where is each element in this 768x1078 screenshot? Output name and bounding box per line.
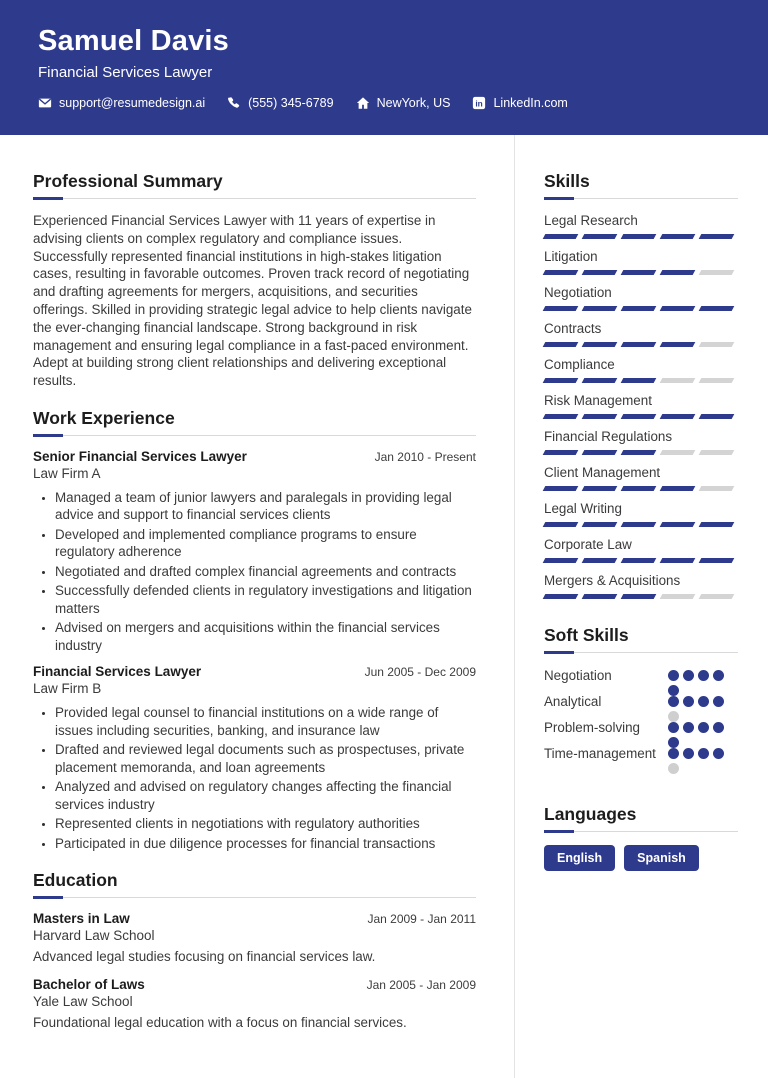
job-bullet: • Participated in due diligence processes for financial transactions	[55, 835, 476, 853]
language-badge-list	[544, 845, 738, 871]
summary-text: Experienced Financial Services Lawyer with 11 years of expertise in advising clients on complex regulatory and compliance issues. Successfully represented financial institutions in high-stakes litigation cases, resulting in favorable outcomes. Proven track record of negotiating and drafting agreements for mergers, acquisitions, and securities offerings. Skilled in providing strategic legal advice to help clients navigate the ever-changing financial landscape. Strong background in risk management and ensuring legal compliance in a fast-paced environment. Adept at building strong client relationships and delivering exceptional results.	[33, 213, 472, 389]
skill-item	[544, 572, 738, 599]
rating-dot-filled	[668, 696, 679, 707]
skill-segment-filled	[543, 450, 579, 455]
skill-segment-filled	[543, 558, 579, 563]
skills-heading: Skills	[544, 171, 590, 191]
sidebar-column	[515, 135, 768, 1078]
education-dates: Jan 2005 - Jan 2009	[366, 978, 476, 993]
job-bullet: • Negotiated and drafted complex financial agreements and contracts	[55, 563, 476, 581]
resume-header	[0, 0, 768, 135]
skill-level-bar	[544, 558, 738, 563]
section-rule	[33, 434, 476, 437]
soft-skill-name: Analytical	[544, 694, 602, 709]
skill-segment-empty	[699, 594, 735, 599]
job-header-row	[33, 664, 476, 679]
skills-section	[544, 171, 738, 599]
home-icon	[356, 96, 370, 110]
skill-segment-filled	[621, 378, 657, 383]
skill-item	[544, 464, 738, 491]
skill-item	[544, 212, 738, 239]
skill-segment-empty	[660, 378, 696, 383]
soft-skill-item	[544, 744, 738, 774]
skill-item	[544, 320, 738, 347]
contact-text: NewYork, US	[376, 96, 451, 110]
education-item	[33, 977, 476, 1030]
resume-body	[0, 135, 768, 1078]
rating-dot-filled	[698, 696, 709, 707]
skill-level-bar	[544, 378, 738, 383]
education-item	[33, 911, 476, 964]
skill-name: Risk Management	[544, 393, 652, 408]
person-job-title: Financial Services Lawyer	[38, 64, 213, 81]
skill-segment-filled	[543, 594, 579, 599]
skill-name: Client Management	[544, 465, 661, 480]
skill-segment-filled	[543, 522, 579, 527]
skill-segment-filled	[660, 414, 696, 419]
skill-segment-filled	[621, 306, 657, 311]
contact-text: (555) 345-6789	[248, 96, 334, 110]
experience-section	[33, 408, 476, 853]
skill-name: Litigation	[544, 249, 598, 264]
rating-dot-filled	[683, 748, 694, 759]
skill-name: Legal Writing	[544, 501, 622, 516]
skill-segment-filled	[582, 486, 618, 491]
skill-segment-filled	[699, 234, 735, 239]
skill-segment-filled	[543, 378, 579, 383]
phone-icon	[227, 96, 241, 110]
skill-segment-filled	[543, 486, 579, 491]
skill-level-bar	[544, 306, 738, 311]
skill-segment-filled	[660, 306, 696, 311]
skill-segment-filled	[660, 342, 696, 347]
skill-segment-filled	[621, 414, 657, 419]
skill-segment-filled	[660, 270, 696, 275]
section-rule	[544, 651, 738, 654]
rating-dot-empty	[668, 763, 679, 774]
skill-segment-filled	[621, 342, 657, 347]
section-rule	[544, 830, 738, 833]
rating-dot-filled	[668, 670, 679, 681]
education-header-row	[33, 977, 476, 992]
skill-segment-filled	[582, 522, 618, 527]
job-bullet: • Drafted and reviewed legal documents such as prospectuses, private placement memoranda, and loan agreements	[55, 741, 476, 776]
skill-segment-filled	[582, 342, 618, 347]
skill-segment-filled	[621, 486, 657, 491]
skill-item	[544, 248, 738, 275]
skill-name: Mergers & Acquisitions	[544, 573, 681, 588]
skill-segment-filled	[582, 306, 618, 311]
skill-list	[544, 212, 738, 599]
skill-segment-filled	[582, 558, 618, 563]
rating-dot-filled	[698, 722, 709, 733]
job-bullet: • Developed and implemented compliance programs to ensure regulatory adherence	[55, 526, 476, 561]
skill-level-bar	[544, 522, 738, 527]
skill-segment-filled	[582, 378, 618, 383]
skill-level-bar	[544, 342, 738, 347]
job-bullet-list	[33, 704, 476, 852]
summary-heading: Professional Summary	[33, 171, 223, 191]
job-bullet: • Managed a team of junior lawyers and paralegals in providing legal advice and support to financial services clients	[55, 489, 476, 524]
rating-dot-filled	[713, 696, 724, 707]
skill-level-bar	[544, 486, 738, 491]
skill-segment-filled	[582, 234, 618, 239]
language-badge: Spanish	[624, 845, 699, 871]
rating-dot-filled	[713, 748, 724, 759]
skill-item	[544, 500, 738, 527]
experience-heading: Work Experience	[33, 407, 175, 428]
email-icon	[38, 96, 52, 110]
person-name: Samuel Davis	[38, 25, 229, 57]
job-bullet: • Advised on mergers and acquisitions within the financial services industry	[55, 619, 476, 654]
skill-segment-filled	[621, 270, 657, 275]
job-company: Law Firm A	[33, 465, 101, 481]
skill-segment-filled	[621, 450, 657, 455]
skill-item	[544, 356, 738, 383]
job-bullet: • Represented clients in negotiations with regulatory authorities	[55, 815, 476, 833]
section-rule	[33, 197, 476, 200]
skill-segment-filled	[699, 522, 735, 527]
education-section	[33, 870, 476, 1030]
skill-segment-filled	[543, 306, 579, 311]
skill-segment-filled	[660, 558, 696, 563]
job-bullet-list	[33, 489, 476, 655]
job-dates: Jun 2005 - Dec 2009	[364, 665, 476, 680]
education-heading: Education	[33, 870, 118, 891]
school-name: Harvard Law School	[33, 928, 155, 944]
job-bullet: • Analyzed and advised on regulatory changes affecting the financial services industry	[55, 778, 476, 813]
contact-item-linkedin[interactable]	[472, 96, 567, 110]
degree-title: Masters in Law	[33, 911, 130, 927]
education-list	[33, 911, 476, 1030]
skill-segment-empty	[660, 594, 696, 599]
rating-dot-filled	[683, 722, 694, 733]
rating-dot-filled	[713, 670, 724, 681]
school-name: Yale Law School	[33, 994, 133, 1010]
skill-name: Contracts	[544, 321, 602, 336]
soft-skill-list	[544, 666, 738, 774]
languages-section	[544, 804, 738, 871]
soft-skill-name: Problem-solving	[544, 720, 641, 735]
skill-segment-filled	[660, 486, 696, 491]
skill-segment-filled	[543, 414, 579, 419]
skill-level-bar	[544, 270, 738, 275]
rating-dot-filled	[713, 722, 724, 733]
skill-segment-filled	[543, 234, 579, 239]
contact-row	[38, 96, 730, 110]
soft-skills-section	[544, 625, 738, 774]
education-description: Foundational legal education with a focus on financial services.	[33, 1015, 407, 1031]
skill-item	[544, 428, 738, 455]
skill-segment-filled	[621, 558, 657, 563]
skill-segment-filled	[582, 450, 618, 455]
skill-name: Compliance	[544, 357, 615, 372]
job-dates: Jan 2010 - Present	[374, 449, 476, 464]
job-title: Senior Financial Services Lawyer	[33, 448, 247, 464]
linkedin-icon	[472, 96, 486, 110]
section-rule	[544, 197, 738, 200]
skill-name: Negotiation	[544, 285, 612, 300]
skill-segment-empty	[699, 342, 735, 347]
contact-item-email[interactable]	[38, 96, 205, 110]
job-header-row	[33, 449, 476, 464]
job-bullet: • Provided legal counsel to financial institutions on a wide range of issues including securities, banking, and insurance law	[55, 704, 476, 739]
skill-item	[544, 284, 738, 311]
language-badge: English	[544, 845, 615, 871]
skill-segment-filled	[621, 594, 657, 599]
skill-segment-filled	[621, 234, 657, 239]
skill-segment-empty	[699, 486, 735, 491]
job-bullet: • Successfully defended clients in regulatory investigations and litigation matters	[55, 582, 476, 617]
soft-skills-heading: Soft Skills	[544, 625, 629, 645]
skill-level-bar	[544, 450, 738, 455]
skill-level-bar	[544, 414, 738, 419]
education-description: Advanced legal studies focusing on financial services law.	[33, 949, 376, 965]
job-list	[33, 449, 476, 853]
skill-level-bar	[544, 234, 738, 239]
rating-dot-filled	[683, 696, 694, 707]
job-company: Law Firm B	[33, 681, 102, 697]
skill-segment-empty	[699, 270, 735, 275]
summary-section	[33, 171, 476, 390]
rating-dot-filled	[698, 670, 709, 681]
contact-text: support@resumedesign.ai	[59, 96, 206, 110]
skill-segment-filled	[699, 306, 735, 311]
rating-dot-filled	[668, 748, 679, 759]
skill-segment-filled	[621, 522, 657, 527]
skill-segment-filled	[660, 522, 696, 527]
section-rule	[33, 896, 476, 899]
skill-name: Financial Regulations	[544, 429, 673, 444]
skill-name: Legal Research	[544, 213, 638, 228]
soft-skill-dots	[668, 744, 738, 774]
main-column	[0, 135, 515, 1078]
job-item	[33, 664, 476, 852]
languages-heading: Languages	[544, 804, 637, 824]
education-dates: Jan 2009 - Jan 2011	[367, 912, 476, 927]
skill-segment-filled	[543, 342, 579, 347]
skill-segment-filled	[699, 558, 735, 563]
skill-segment-filled	[582, 270, 618, 275]
skill-segment-empty	[699, 378, 735, 383]
education-header-row	[33, 911, 476, 926]
skill-segment-filled	[660, 234, 696, 239]
skill-segment-filled	[543, 270, 579, 275]
skill-item	[544, 536, 738, 563]
contact-text: LinkedIn.com	[493, 96, 568, 110]
skill-segment-filled	[582, 414, 618, 419]
soft-skill-name: Time-management	[544, 746, 656, 761]
skill-segment-empty	[660, 450, 696, 455]
skill-name: Corporate Law	[544, 537, 632, 552]
skill-segment-filled	[582, 594, 618, 599]
job-item	[33, 449, 476, 655]
contact-item-phone	[227, 96, 333, 110]
rating-dot-filled	[683, 670, 694, 681]
job-title: Financial Services Lawyer	[33, 664, 202, 680]
rating-dot-filled	[698, 748, 709, 759]
soft-skill-name: Negotiation	[544, 668, 612, 683]
degree-title: Bachelor of Laws	[33, 977, 145, 993]
svg-text:in: in	[475, 98, 484, 109]
skill-segment-filled	[699, 414, 735, 419]
skill-level-bar	[544, 594, 738, 599]
skill-segment-empty	[699, 450, 735, 455]
skill-item	[544, 392, 738, 419]
contact-item-home	[356, 96, 451, 110]
rating-dot-filled	[668, 722, 679, 733]
